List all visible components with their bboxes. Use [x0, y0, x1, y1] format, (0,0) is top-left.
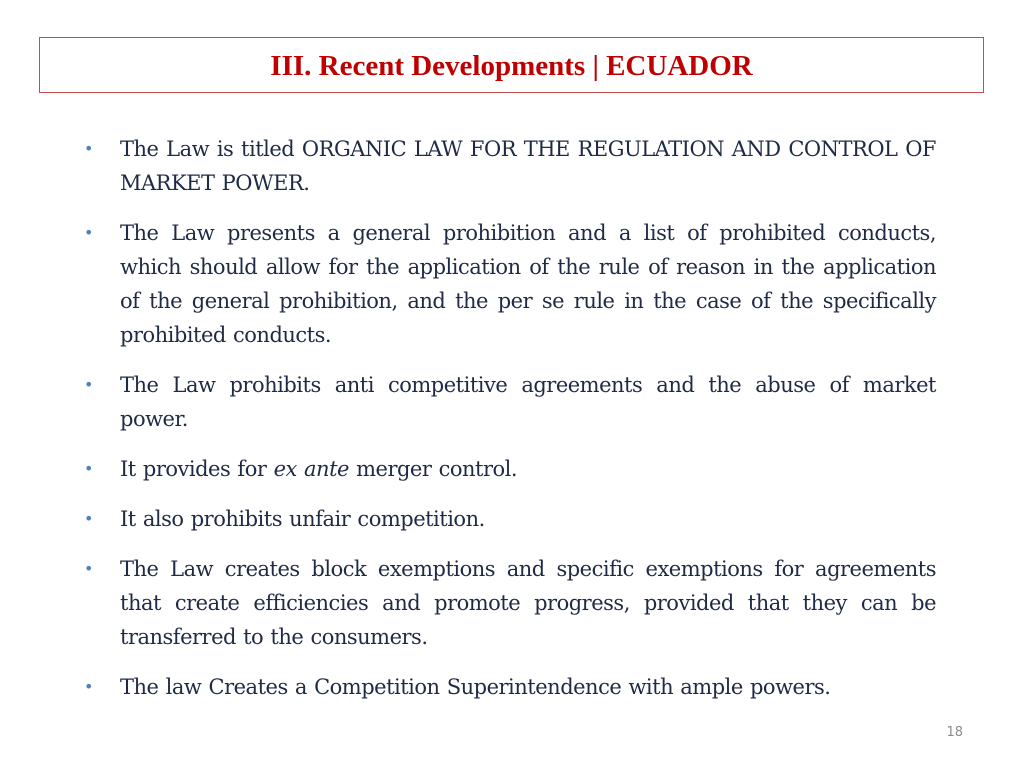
- bullet-text-continued: merger control.: [348, 457, 518, 481]
- slide-title: III. Recent Developments | ECUADOR: [270, 49, 753, 82]
- bullet-item: [84, 216, 936, 352]
- bullet-marker: •: [84, 139, 93, 158]
- page-number: 18: [946, 725, 963, 740]
- bullet-text: It provides for: [120, 457, 274, 481]
- bullet-marker: •: [84, 677, 93, 696]
- title-box: [39, 37, 984, 93]
- bullet-item: [84, 670, 936, 704]
- bullet-text: The Law creates block exemptions and specific exemptions for agreements that create efficiencies and promote progress, provided that they can be transferred to the consumers.: [120, 557, 936, 649]
- bullet-text: It also prohibits unfair competition.: [120, 507, 485, 531]
- bullet-text: The law Creates a Competition Superintendence with ample powers.: [120, 675, 831, 699]
- bullet-marker: •: [84, 375, 93, 394]
- bullet-item: [84, 132, 936, 200]
- bullet-item: [84, 502, 936, 536]
- bullet-item: [84, 552, 936, 654]
- bullet-marker: •: [84, 509, 93, 528]
- bullet-text: The Law is titled ORGANIC LAW FOR THE REGULATION AND CONTROL OF MARKET POWER.: [120, 137, 936, 195]
- bullet-list: [84, 132, 936, 720]
- bullet-text: The Law prohibits anti competitive agreements and the abuse of market power.: [120, 373, 936, 431]
- bullet-item: [84, 368, 936, 436]
- bullet-text: The Law presents a general prohibition and a list of prohibited conducts, which should allow for the application of the rule of reason in the application of the general prohibition, and the per se rule in the case of the specifically prohibited conducts.: [120, 221, 936, 347]
- bullet-marker: •: [84, 559, 93, 578]
- bullet-marker: •: [84, 459, 93, 478]
- bullet-item: [84, 452, 936, 486]
- bullet-italic-term: ex ante: [273, 457, 349, 481]
- bullet-marker: •: [84, 223, 93, 242]
